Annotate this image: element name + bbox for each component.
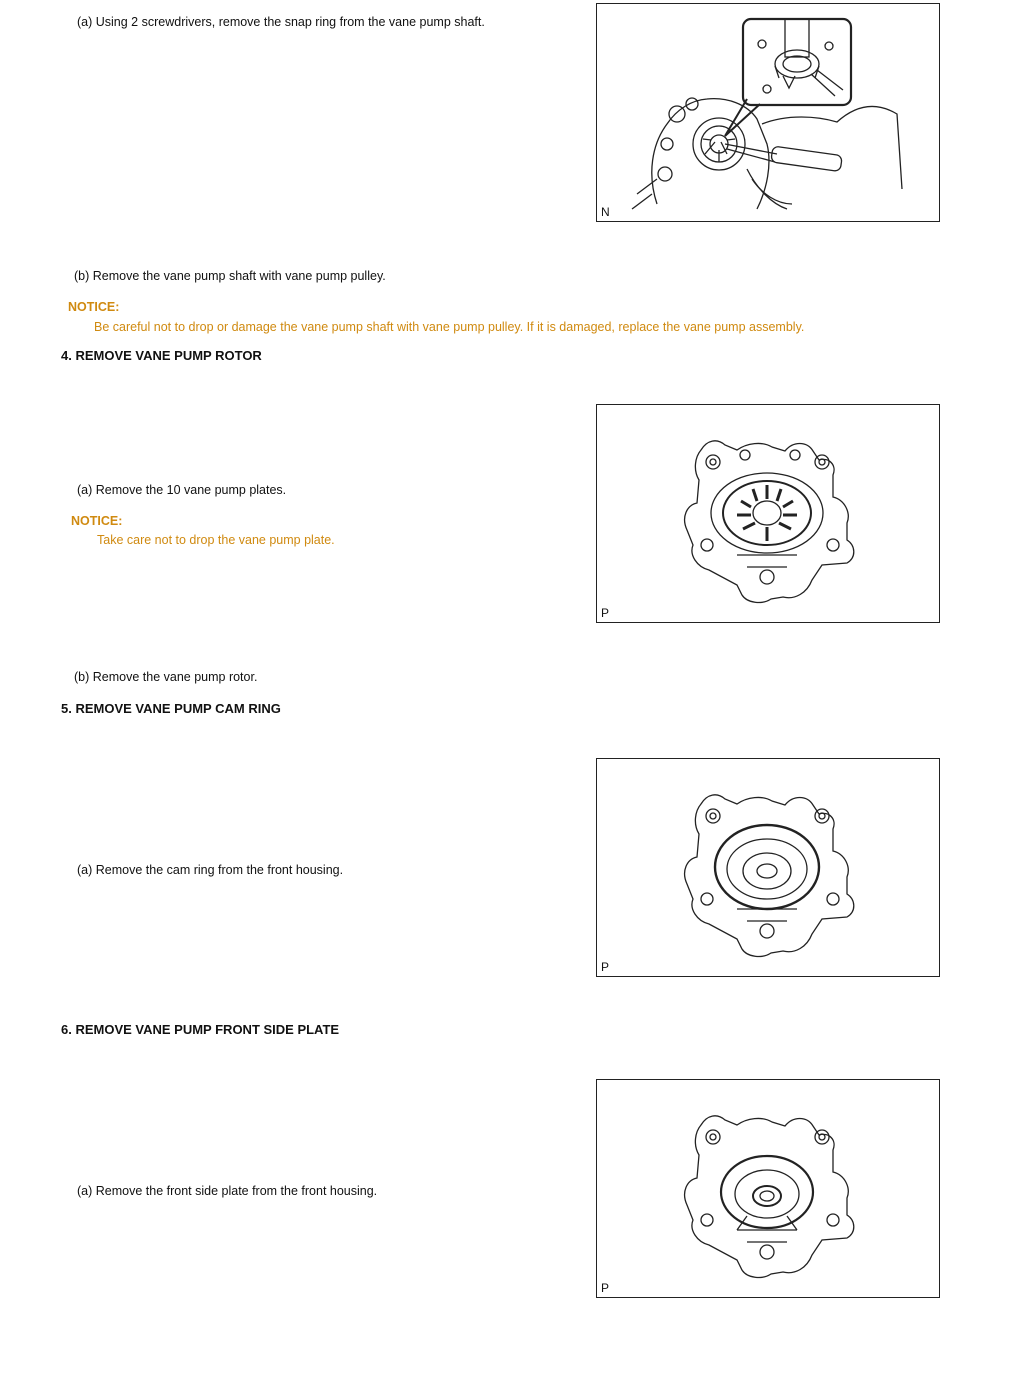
notice-text: Be careful not to drop or damage the vane pump shaft with vane pump pulley. If it is damaged, replace the vane pump assembly. [94,320,805,334]
figure-code-label: P [601,606,610,620]
section-heading-6: 6. REMOVE VANE PUMP FRONT SIDE PLATE [61,1022,340,1037]
step5-a-instruction: (a) Remove the cam ring from the front housing. [77,863,344,877]
notice-label: NOTICE: [68,300,120,314]
step3-a-instruction: (a) Using 2 screwdrivers, remove the snap ring from the vane pump shaft. [77,15,485,29]
step4-b-instruction: (b) Remove the vane pump rotor. [74,670,258,684]
front-side-plate-illustration [596,1079,940,1298]
step3-b-instruction: (b) Remove the vane pump shaft with vane pump pulley. [74,269,386,283]
snap-ring-drawing [597,4,939,221]
figure-code-label: P [601,1281,610,1295]
front-side-plate-drawing [597,1080,939,1297]
cam-ring-drawing [597,759,939,976]
figure-code-label: P [601,960,610,974]
rotor-illustration [596,404,940,623]
snap-ring-illustration [596,3,940,222]
figure-code-label: N [601,205,610,219]
cam-ring-illustration [596,758,940,977]
notice-label: NOTICE: [71,514,123,528]
rotor-drawing [597,405,939,622]
step4-a-instruction: (a) Remove the 10 vane pump plates. [77,483,287,497]
section-heading-4: 4. REMOVE VANE PUMP ROTOR [61,348,262,363]
notice-text: Take care not to drop the vane pump plate. [97,533,335,547]
step6-a-instruction: (a) Remove the front side plate from the front housing. [77,1184,378,1198]
section-heading-5: 5. REMOVE VANE PUMP CAM RING [61,701,281,716]
